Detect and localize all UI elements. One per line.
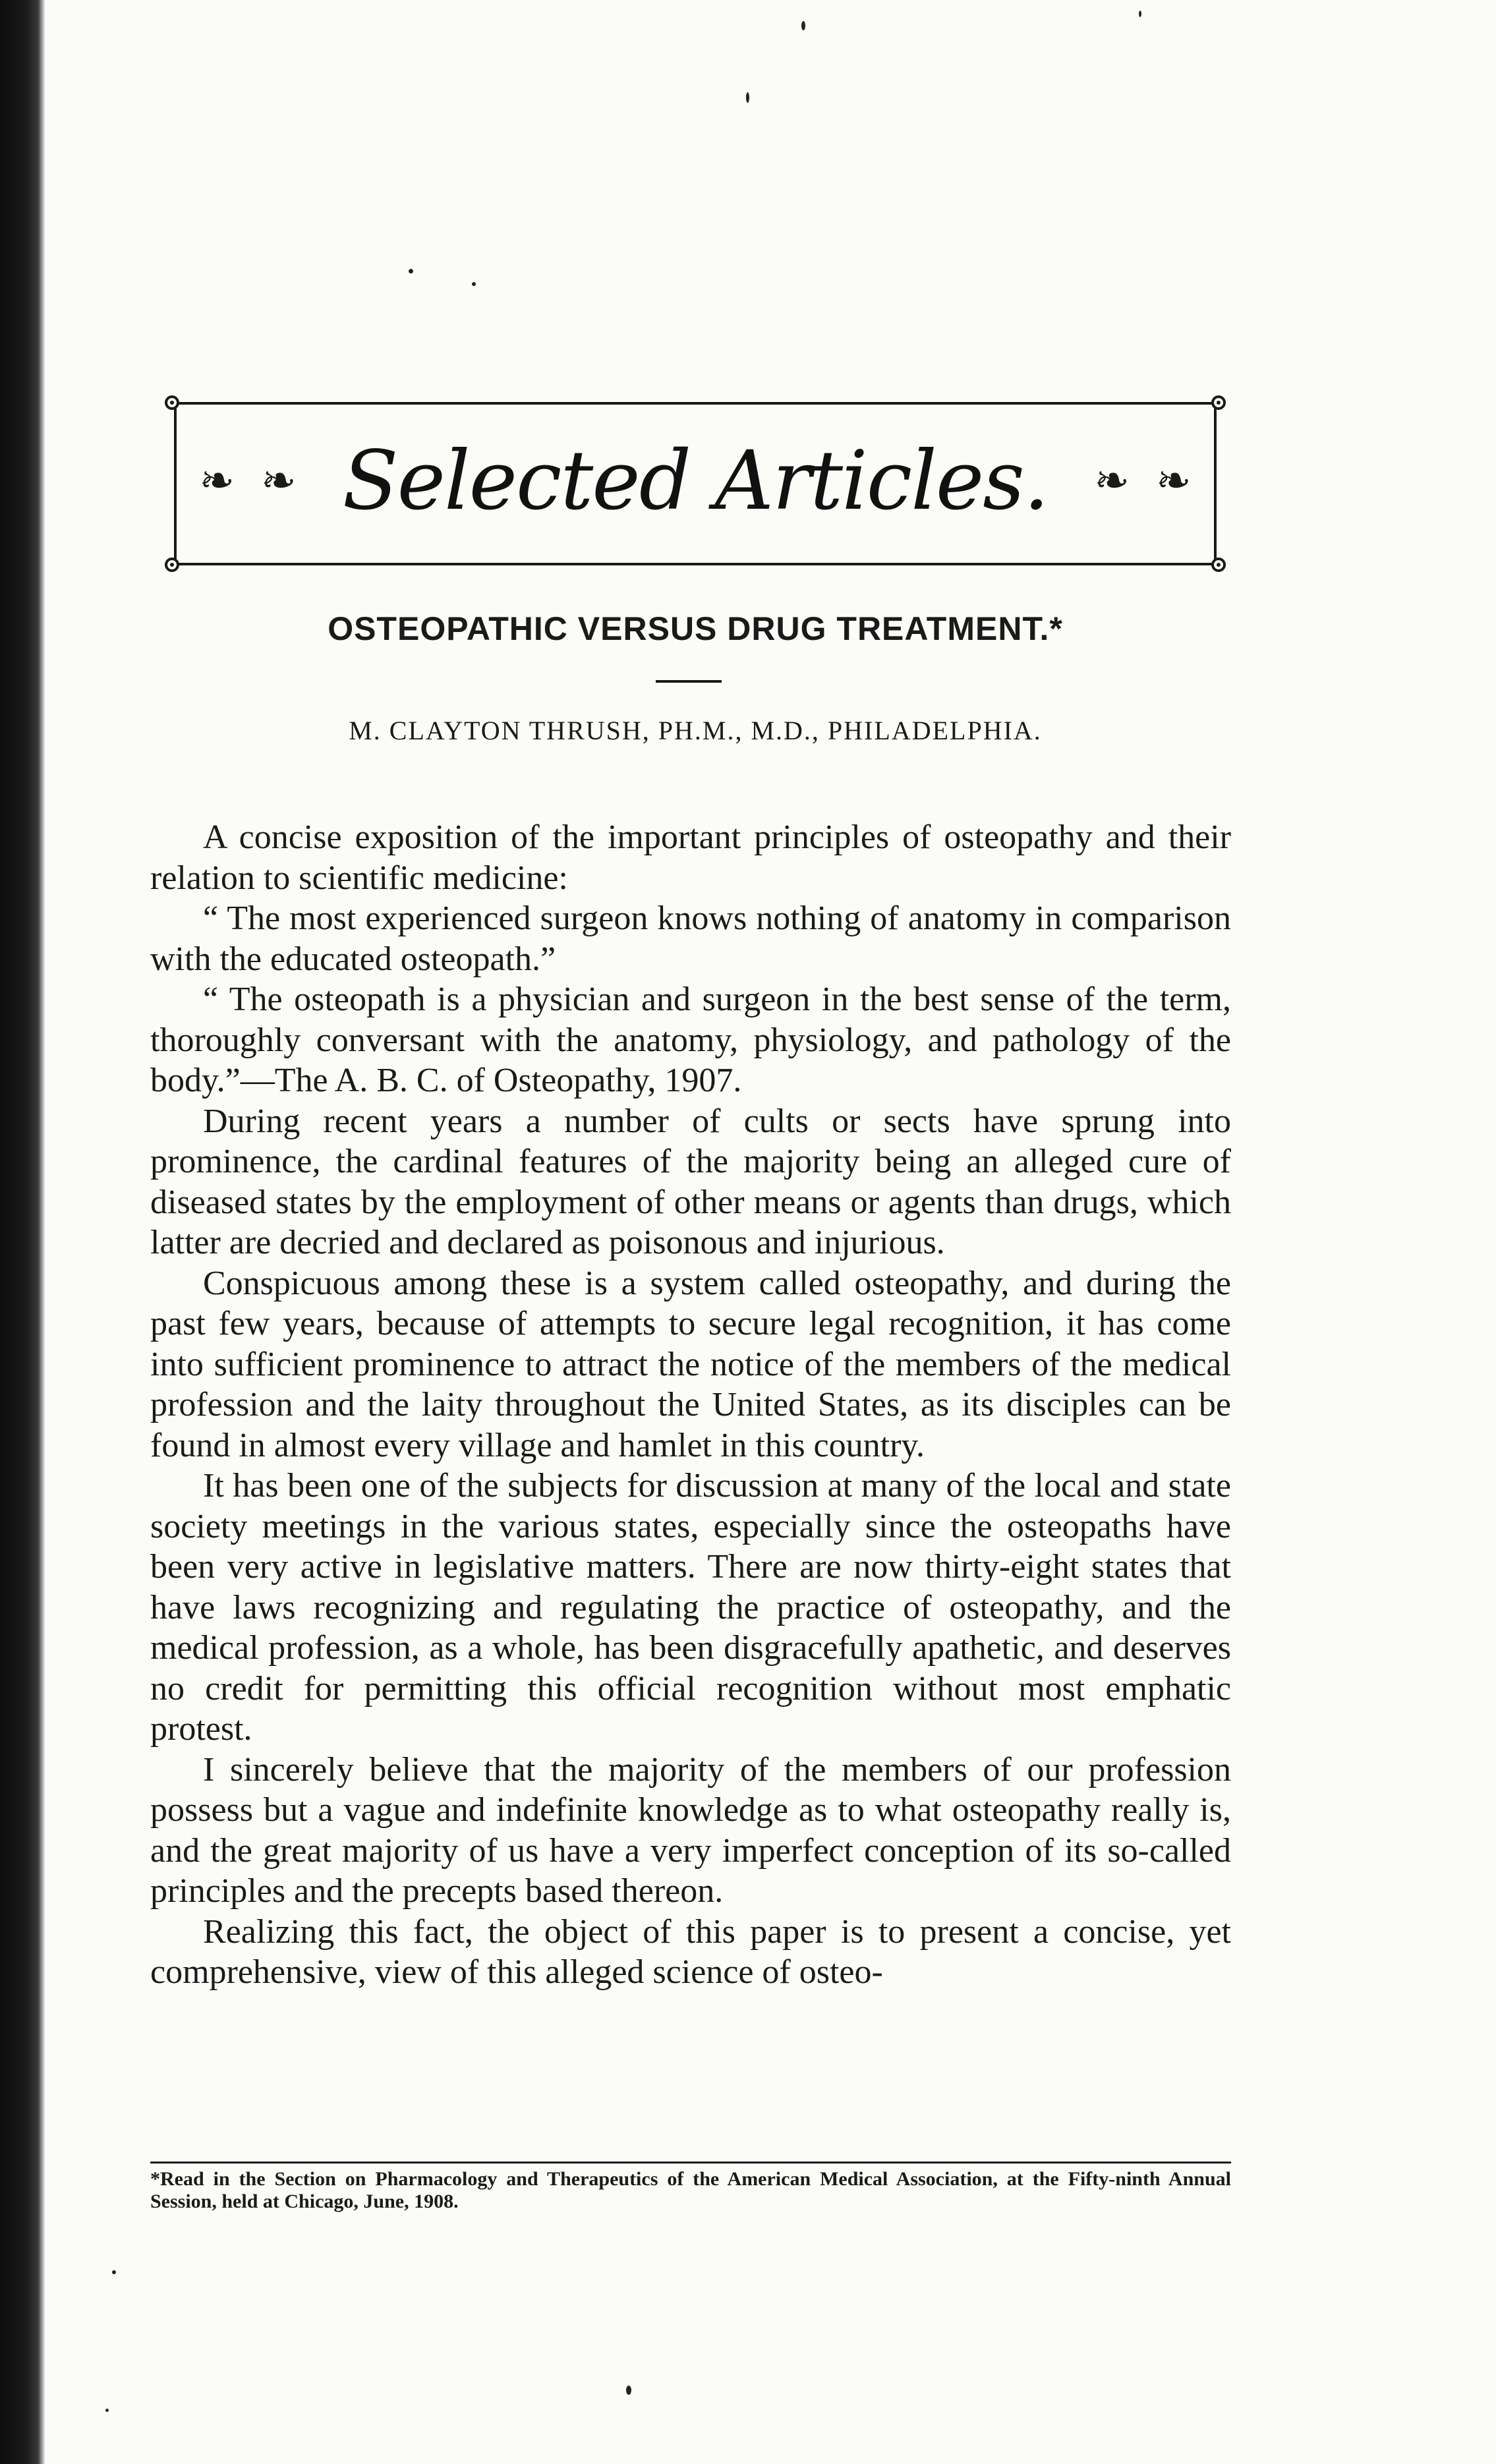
leaf-ornament-icon: ❧: [1155, 457, 1192, 504]
scan-speck: [801, 21, 805, 30]
title-divider: [656, 680, 722, 683]
corner-ornament: [1211, 395, 1226, 410]
paragraph: Realizing this fact, the object of this paper is to present a concise, yet comprehensive, view of this alleged science of osteo-: [150, 1912, 1231, 1991]
frame-bottom-rule: [177, 563, 1214, 565]
leaf-ornament-icon: ❧: [1094, 457, 1130, 504]
leaf-ornament-icon: ❧: [199, 457, 235, 504]
footnote-divider: [150, 2162, 1231, 2163]
paragraph: It has been one of the subjects for discussion at many of the local and state society meetings in the various states, especially since the osteopaths have been very active in legislative matters. There are now thirty-eight states that have laws recognizing and regulating the practice of osteopathy, and the medical profession, as a whole, has been disgracefully apathetic, and deserves no credit for permitting this official recognition without most emphatic protest.: [150, 1467, 1231, 1748]
scan-speck: [746, 92, 749, 103]
paragraph: I sincerely believe that the majority of the members of our profession possess but a vague and indefinite knowledge as to what osteopathy really is, and the great majority of us have a very imperfect conception of its so-called principles and the precepts based thereon.: [150, 1750, 1231, 1910]
scan-speck: [409, 269, 413, 273]
article-body: [150, 817, 1231, 1993]
section-title: Selected Articles.: [342, 434, 1049, 529]
paragraph: During recent years a number of cults or sects have sprung into prominence, the cardinal features of the majority being an alleged cure of diseased states by the employment of other means or agents than drugs, which latter are decried and declared as poisonous and injurious.: [150, 1102, 1231, 1261]
article-title: OSTEOPATHIC VERSUS DRUG TREATMENT.*: [328, 610, 1063, 647]
scan-speck: [105, 2409, 109, 2412]
scan-speck: [112, 2270, 116, 2274]
corner-ornament: [165, 395, 179, 410]
quote-paragraph: “ The most experienced surgeon knows nothing of anatomy in comparison with the educated osteopath.”: [150, 900, 1231, 978]
section-header-frame: [165, 395, 1226, 572]
scan-speck: [1139, 11, 1141, 17]
leaf-ornament-icon: ❧: [261, 457, 297, 504]
corner-ornament: [165, 558, 179, 572]
author-byline: M. CLAYTON THRUSH, PH.M., M.D., PHILADELPHIA.: [349, 716, 1042, 745]
frame-top-rule: [177, 402, 1214, 405]
section-header: [165, 422, 1226, 540]
scan-speck: [472, 282, 476, 286]
scan-speck: [626, 2386, 631, 2395]
page-binding-edge: [0, 0, 45, 2464]
paragraph: Conspicuous among these is a system called osteopathy, and during the past few years, because of attempts to secure legal recognition, it has come into sufficient prominence to attract the notice of the members of the medical profession and the laity throughout the United States, as its disciples can be found in almost every village and hamlet in this country.: [150, 1264, 1231, 1464]
quote-paragraph: “ The osteopath is a physician and surgeon in the best sense of the term, thoroughly conversant with the anatomy, physiology, and pathology of the body.”—The A. B. C. of Osteopathy, 1907.: [150, 981, 1231, 1099]
paragraph: A concise exposition of the important principles of osteopathy and their relation to scientific medicine:: [150, 818, 1231, 897]
corner-ornament: [1211, 558, 1226, 572]
footnote: *Read in the Section on Pharmacology and Therapeutics of the American Medical Association, at the Fifty-ninth Annual Session, held at Chicago, June, 1908.: [150, 2168, 1231, 2212]
